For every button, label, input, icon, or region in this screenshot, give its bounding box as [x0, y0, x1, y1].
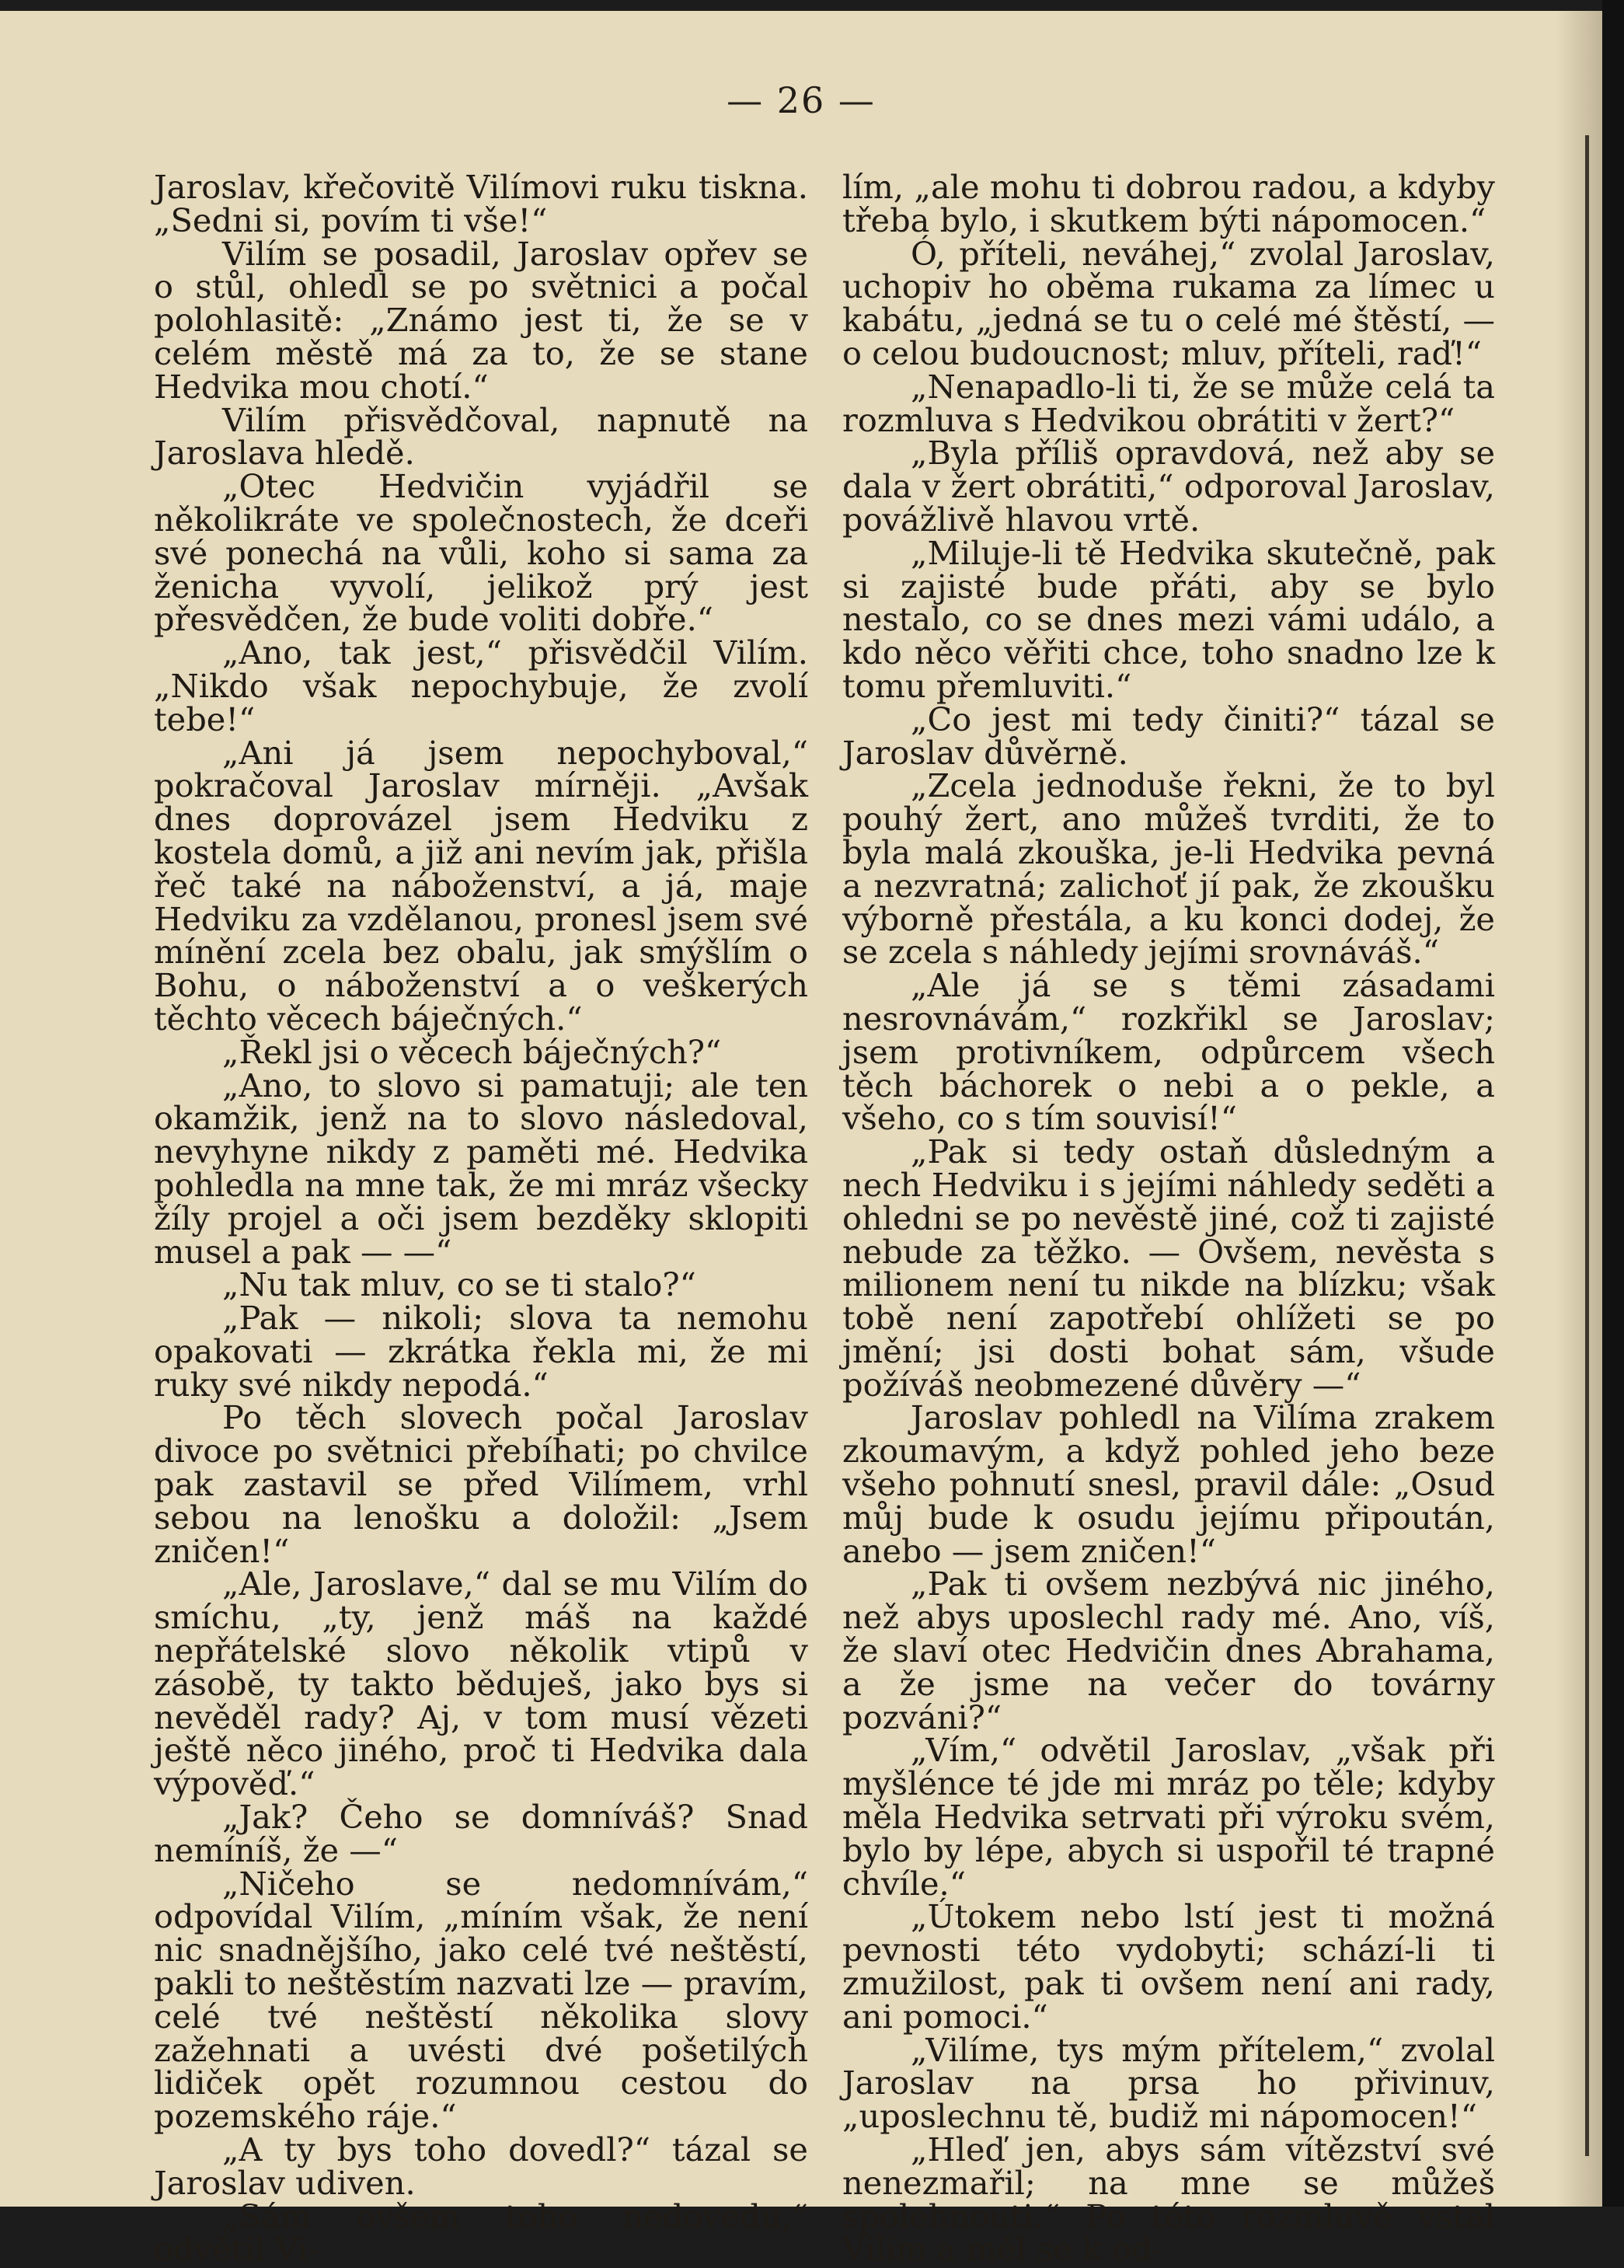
paragraph: „Vilíme, tys mým přítelem,“ zvolal Jaroslav na prsa ho přivinuv, „uposlechnu tě, budiž mi nápomocen!“ — [842, 2030, 1495, 2136]
scan-edge — [1602, 0, 1624, 2207]
paragraph: Ó, příteli, neváhej,“ zvolal Jaroslav, uchopiv ho oběma rukama za límec u kabátu, „jedná se tu o celé mé štěstí, — o celou budoucnost; mluv, příteli, raď!“ — [842, 234, 1495, 372]
paragraph: „Pak — nikoli; slova ta nemohu opakovati — zkrátka řekla mi, že mi ruky své nikdy nepodá.“ — [154, 1299, 808, 1404]
paragraph: „Vím,“ odvětil Jaroslav, „však při myšlénce té jde mi mráz po těle; kdyby měla Hedvika setrvati při výroku svém, bylo by lépe, abych si uspořil té trapné chvíle.“ — [842, 1731, 1495, 1903]
paragraph: Po těch slovech počal Jaroslav divoce po světnici přebíhati; po chvilce pak zastavil se před Vilímem, vrhl sebou na lenošku a doložil: „Jsem zničen!“ — [154, 1398, 808, 1570]
paragraph: „Pak si tedy ostaň důsledným a nech Hedviku i s jejími náhledy seděti a ohledni se po nevěstě jiné, což ti zajisté nebude za těžko. — Ovšem, nevěsta s milionem není tu nikde na blízku; však tobě není zapotřebí ohlížeti se po jmění; jsi dosti bohat sám, všude požíváš neobmezené důvěry —“ — [842, 1132, 1495, 1404]
page-edge-line — [1585, 135, 1589, 2156]
paragraph: „Ničeho se nedomnívám,“ odpovídal Vilím, „míním však, že není nic snadnějšího, jako celé tvé neštěstí, pakli to neštěstím nazvati lze — pravím, celé tvé neštěstí několika slovy zažehnati a uvésti dvé pošetilých lidiček opět rozumnou cestou do pozemského ráje.“ — [154, 1864, 808, 2136]
left-column — [154, 168, 808, 2268]
paragraph: „Byla příliš opravdová, než aby se dala v žert obrátiti,“ odporoval Jaroslav, povážlivě hlavou vrtě. — [842, 434, 1495, 539]
paragraph: „Miluje-li tě Hedvika skutečně, pak si zajisté bude přáti, aby se bylo nestalo, co se dnes mezi vámi událo, a kdo něco věřiti chce, toho snadno lze k tomu přemluviti.“ — [842, 533, 1495, 705]
paragraph: „Jak? Čeho se domníváš? Snad nemíníš, že —“ — [154, 1798, 808, 1869]
paragraph: „Ani já jsem nepochyboval,“ pokračoval Jaroslav mírněji. „Avšak dnes doprovázel jsem Hedviku z kostela domů, a již ani nevím jak, přišla řeč také na náboženství, a já, maje Hedviku za vzdělanou, pronesl jsem své mínění zcela bez obalu, jak smýšlím o Bohu, o náboženství a o veškerých těchto věcech báječných.“ — [154, 733, 808, 1038]
page-number: — 26 — — [727, 79, 876, 121]
right-column — [842, 168, 1495, 2268]
paragraph: „Co jest mi tedy činiti?“ tázal se Jaroslav důvěrně. — [842, 700, 1495, 772]
paragraph: „Zcela jednoduše řekni, že to byl pouhý žert, ano můžeš tvrditi, že to byla malá zkouška, je-li Hedvika pevná a nezvratná; zalichoť jí pak, že zkoušku výborně přestála, a ku konci dodej, že se zcela s náhledy jejími srovnáváš.“ — [842, 766, 1495, 972]
paragraph: „Ano, to slovo si pamatuji; ale ten okamžik, jenž na to slovo následoval, nevyhyne nikdy z paměti mé. Hedvika pohledla na mne tak, že mi mráz všecky žíly projel a oči jsem bezděky sklopiti musel a pak — —“ — [154, 1066, 808, 1271]
paragraph: „Ano, tak jest,“ přisvědčil Vilím. „Nikdo však nepochybuje, že zvolí tebe!“ — [154, 633, 808, 738]
paragraph: „Ale já se s těmi zásadami nesrovnávám,“ rozkřikl se Jaroslav; jsem protivníkem, odpůrcem všech těch báchorek o nebi a o pekle, a všeho, co s tím souvisí!“ — [842, 966, 1495, 1138]
book-page — [0, 11, 1602, 2268]
paragraph: Jaroslav pohledl na Vilíma zrakem zkoumavým, a když pohled jeho beze všeho pohnutí snesl, pravil dále: „Osud můj bude k osudu jejímu připoután, anebo — jsem zničen!“ — [842, 1398, 1495, 1570]
paragraph: „Sám ovšem toho nedovedu,“ odvětil Vi- — [154, 2196, 808, 2268]
paragraph: „A ty bys toho dovedl?“ tázal se Jaroslav udiven. — [154, 2130, 808, 2202]
paragraph: „Otec Hedvičin vyjádřil se několikráte ve společnostech, že dceři své ponechá na vůli, koho si sama za ženicha vyvolí, jelikož prý jest přesvědčen, že bude voliti dobře.“ — [154, 467, 808, 639]
paragraph: Vilím přisvědčoval, napnutě na Jaroslava hledě. — [154, 400, 808, 473]
paragraph: Jaroslav, křečovitě Vilímovi ruku tiskna. „Sedni si, povím ti vše!“ — [154, 168, 808, 239]
paragraph: „Nu tak mluv, co se ti stalo?“ — [222, 1265, 696, 1304]
paragraph: „Řekl jsi o věcech báječných?“ — [222, 1032, 722, 1071]
paragraph: „Pak ti ovšem nezbývá nic jiného, než abys uposlechl rady mé. Ano, víš, že slaví otec Hedvičin dnes Abrahama, a že jsme na večer do továrny pozváni?“ — [842, 1565, 1495, 1736]
paragraph: Vilím se posadil, Jaroslav opřev se o stůl, ohledl se po světnici a počal polohlasitě: „Známo jest ti, že se v celém městě má za to, že se stane Hedvika mou chotí.“ — [154, 234, 808, 406]
paragraph: lím, „ale mohu ti dobrou radou, a kdyby třeba bylo, i skutkem býti nápomocen.“ — [842, 168, 1495, 239]
paragraph: „Útokem nebo lstí jest ti možná pevnosti této vydobyti; schází-li ti zmužilost, pak ti ovšem není ani rady, ani pomoci.“ — [842, 1897, 1495, 2036]
paragraph: „Nenapadlo-li ti, že se může celá ta rozmluva s Hedvikou obrátiti v žert?“ — [842, 367, 1495, 439]
paragraph: „Hleď jen, abys sám vítězství své nenezmařil; na mne se můžeš spolehnouti.“ Po této rozmluvě vstal Vilím a měl se k od- — [842, 2130, 1495, 2268]
paragraph: „Ale, Jaroslave,“ dal se mu Vilím do smíchu, „ty, jenž máš na každé nepřátelské slovo několik vtipů v zásobě, ty takto běduješ, jako bys si nevěděl rady? Aj, v tom musí vězeti ještě něco jiného, proč ti Hedvika dala výpověď.“ — [154, 1565, 808, 1803]
